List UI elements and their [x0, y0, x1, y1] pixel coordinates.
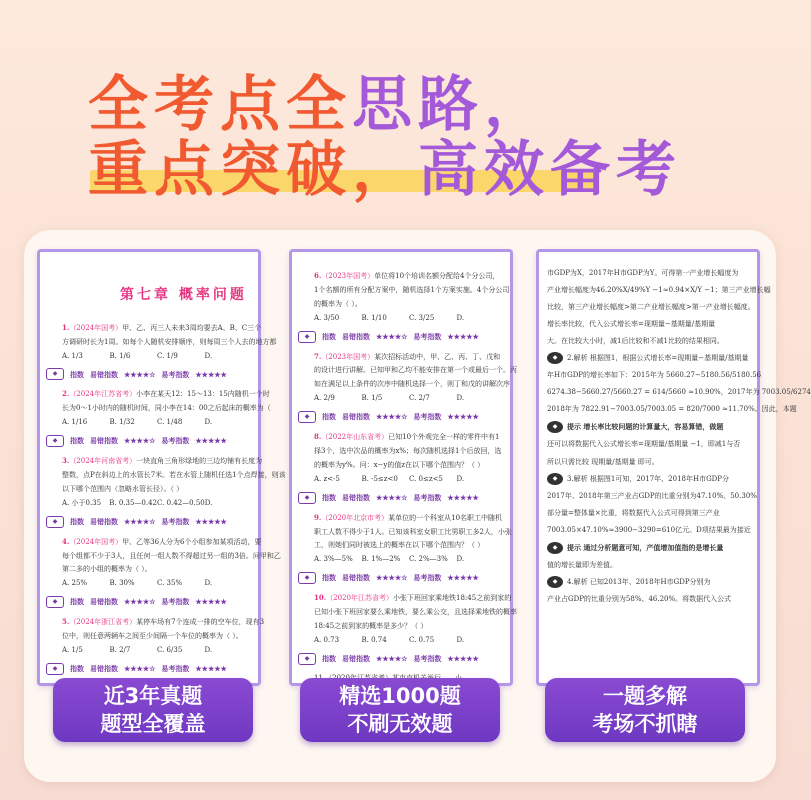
solution-line: 年H市GDP的增长率如下：2015年为 5660.27−5180.56/5180.56	[547, 371, 762, 380]
answer-option: D.	[456, 555, 465, 564]
headline-line-1	[88, 70, 550, 140]
solution-line: 部分量=整体量×比重，将数据代入公式可得到第三产业	[547, 508, 720, 517]
difficulty-rating	[298, 492, 504, 504]
answer-option: C. 0.75	[409, 635, 435, 644]
difficulty-rating	[298, 653, 504, 665]
answer-option: B. 0.35—0.42	[109, 498, 158, 507]
answer-option: A. z<-5	[314, 474, 340, 483]
answer-option: D.	[456, 394, 465, 403]
tag-line-2: 题型全覆盖	[100, 712, 206, 736]
answer-option: C. 2/7	[409, 394, 430, 403]
solution-line: 还可以将数据代入公式增长率=现期量/基期量 −1，即减1与否	[547, 440, 741, 449]
star-icons: ★★★★☆	[124, 436, 156, 446]
solution-text: 2.解析 根据图1，根据公式增长率=现期量−基期量/基期量	[567, 354, 749, 363]
tip-icon: ◆	[547, 421, 563, 433]
headline-line-2	[88, 135, 682, 205]
rating-label: 指数	[322, 492, 336, 502]
tag-line-1: 一题多解	[603, 684, 687, 708]
solution-line	[547, 472, 751, 487]
difficulty-rating	[298, 331, 504, 343]
analysis-icon: ◆	[547, 576, 563, 588]
sample-page-3	[537, 250, 811, 685]
question-text-line: 职工人数不得少于1人。已知该科室女职工比男职工多2人，小张	[314, 527, 512, 536]
rating-badge-icon: ◆	[298, 572, 316, 584]
question	[62, 388, 270, 401]
question-text-line: 的概率为（ ）。	[314, 299, 362, 308]
answer-options	[62, 417, 252, 429]
question-number: 10.	[314, 593, 327, 603]
solution-line: 增长率比较，代入公式增长率=现期量−基期量/基期量	[547, 320, 716, 329]
solution-line: 产业占GDP的比重分别为58%、46.20%。将数据代入公式	[547, 594, 732, 603]
answer-option: B. 0.74	[361, 635, 387, 644]
question-text-line: 第二多的小组的概率为（ ）。	[62, 565, 152, 574]
tip-icon: ◆	[547, 542, 563, 554]
answer-option: B. 2/7	[109, 646, 131, 655]
question-text-line: 以下哪个范围内（忽略水管长径）。（ ）	[62, 484, 184, 493]
star-icons: ★★★★☆	[376, 492, 408, 502]
rating-label: 易错指数	[342, 653, 370, 663]
rating-label: 易考指数	[161, 436, 190, 446]
difficulty-rating	[46, 516, 252, 528]
answer-option: C. 3/25	[409, 313, 435, 322]
answer-option: C. 2%—3%	[409, 555, 448, 564]
answer-options	[62, 351, 252, 363]
solution-line: 所以只需比较 现期量/基期量 即可。	[547, 457, 659, 466]
rating-label: 易考指数	[413, 492, 442, 502]
answer-option: B. 1/10	[361, 313, 387, 322]
rating-label: 易考指数	[161, 369, 190, 379]
star-icons: ★★★★☆	[376, 331, 408, 341]
rating-label: 易错指数	[90, 663, 118, 673]
question	[314, 592, 512, 605]
analysis-icon: ◆	[547, 473, 563, 485]
star-icons: ★★★★★	[195, 597, 227, 607]
star-icons: ★★★★★	[447, 573, 479, 583]
answer-option: B. 1%—2%	[361, 555, 401, 564]
answer-options	[314, 393, 504, 405]
answer-options	[62, 578, 252, 590]
question-text-line: 已知小张下班回家要么乘地铁，要么乘公交，且选择乘地铁的概率	[314, 608, 517, 617]
rating-label: 易考指数	[413, 573, 442, 583]
question-text: 单位将10个培训名额分配给4个分公司，	[374, 272, 500, 280]
answer-options	[62, 498, 252, 510]
rating-badge-icon: ◆	[298, 653, 316, 665]
rating-badge-icon: ◆	[298, 411, 316, 423]
question-text-line: 的设计进行讲解。已知甲和乙均不能安排在第一个或最后一个。丙	[314, 366, 517, 375]
star-icons: ★★★★☆	[376, 412, 408, 422]
question-text: 某停车场有7个连成一排的空车位，现有3	[136, 618, 265, 627]
question-number: 5.	[62, 617, 70, 627]
answer-option: A. 3%—5%	[314, 555, 353, 564]
question-number: 9.	[314, 512, 322, 522]
solution-line: 产业增长幅度为46.20%X/49%Y −1≈0.94×X/Y −1；第三产业增长幅	[547, 286, 771, 295]
question-source: （2024年国考）	[69, 323, 123, 332]
question-source: （2024年河南省考）	[69, 457, 137, 466]
difficulty-rating	[46, 435, 252, 447]
rating-label: 易错指数	[342, 412, 370, 422]
question-number: 8.	[314, 432, 322, 442]
question-text-line: 18:45之前到家的概率是多少？（ ）	[314, 622, 428, 631]
solution-line: 7003.05×47.10%≈3900−3290=610亿元。D项结果最为接近	[547, 525, 751, 534]
answer-option: D.	[456, 635, 465, 644]
solution-line: 2018年为 7822.91−7003.05/7003.05 = 820/7000 ≈11.70%。因此，本题	[547, 405, 797, 414]
star-icons: ★★★★☆	[124, 663, 156, 673]
question-source: （2024年浙江省考）	[69, 618, 137, 627]
star-icons: ★★★★☆	[124, 369, 156, 379]
tag-line-1: 精选1000题	[339, 684, 461, 708]
rating-label: 指数	[322, 573, 336, 583]
rating-badge-icon: ◆	[46, 516, 64, 528]
solution-line	[547, 419, 751, 435]
question-text: 某次招标活动中，甲、乙、丙、丁、戊和	[374, 352, 501, 361]
solution-text: 3.解析 根据图1可知，2017年、2018年H市GDP分	[567, 474, 730, 483]
rating-label: 易考指数	[161, 663, 190, 673]
question-number: 4.	[62, 536, 70, 546]
answer-option: D.	[204, 579, 213, 588]
question-number: 7.	[314, 351, 322, 361]
rating-label: 指数	[70, 597, 84, 607]
question	[62, 616, 265, 629]
answer-option: D.	[204, 418, 213, 427]
rating-label: 易错指数	[90, 369, 118, 379]
question-text: 已知10个外观完全一样的零件中有1	[388, 433, 500, 442]
star-icons: ★★★★★	[447, 492, 479, 502]
answer-option: C. 1/9	[157, 351, 178, 360]
solution-line	[547, 540, 751, 556]
answer-option: C. 0.42—0.50	[157, 498, 205, 507]
star-icons: ★★★★☆	[376, 573, 408, 583]
rating-badge-icon: ◆	[46, 596, 64, 608]
difficulty-rating	[298, 572, 504, 584]
solution-line: 值的增长量即为差值。	[547, 560, 617, 569]
question-source: （2024年江苏省考）	[69, 390, 137, 399]
tag-line-2: 不刷无效题	[347, 712, 453, 736]
answer-option: C. 6/35	[157, 646, 183, 655]
sample-page-2	[290, 250, 517, 685]
answer-option: C. 0≤z<5	[409, 474, 443, 483]
sample-page-1	[38, 250, 286, 685]
answer-option: A. 25%	[62, 579, 88, 588]
analysis-icon: ◆	[547, 352, 563, 364]
rating-badge-icon: ◆	[46, 368, 64, 380]
rating-label: 易考指数	[161, 516, 190, 526]
question-source: （2023年国考）	[321, 272, 375, 280]
question	[314, 270, 504, 283]
feature-tag-recent-exams	[53, 678, 253, 742]
rating-label: 指数	[70, 663, 84, 673]
answer-options	[314, 313, 504, 325]
question-text-line: 每个组都不少于3人，且任何一组人数不得超过另一组的3倍。问甲和乙	[62, 551, 281, 560]
question	[314, 431, 504, 444]
answer-option: C. 35%	[157, 579, 183, 588]
rating-label: 易考指数	[161, 597, 190, 607]
solution-line: 比较，第三产业增长幅度>第二产业增长幅度>第一产业增长幅度。	[547, 303, 755, 312]
rating-label: 指数	[322, 412, 336, 422]
answer-option: A. 0.73	[314, 635, 340, 644]
question-source: （2020年北京市考）	[321, 513, 389, 522]
headline-part-orange: 全考点全	[88, 70, 352, 140]
question-source: （2024年国考）	[69, 537, 123, 546]
star-icons: ★★★★★	[195, 369, 227, 379]
question	[314, 512, 504, 525]
rating-label: 易考指数	[413, 653, 442, 663]
question-text-line: 1个名额的所有分配方案中，随机选择1个方案实施。4个分公司	[314, 285, 510, 294]
rating-label: 易错指数	[90, 597, 118, 607]
answer-options	[314, 554, 504, 566]
answer-option: B. 1/32	[109, 418, 135, 427]
answer-option: D.	[456, 474, 465, 483]
solution-line: 6274.38−5660.27/5660.27 = 614/5660 ≈10.90%，2017年为 7003.05/6274	[547, 388, 811, 397]
question-text: 一块直角三角形绿地的三边均铺有长度为	[136, 457, 263, 466]
question-text: 甲、乙、丙三人未来3周均要去A、B、C三个	[122, 323, 262, 332]
question-text: 甲、乙等36人分为6个小组参加某项活动，要	[122, 537, 262, 546]
rating-label: 易错指数	[342, 573, 370, 583]
question-text: 小张下班回家乘地铁18:45之前到家的	[393, 594, 512, 603]
answer-option: B. 1/5	[361, 394, 383, 403]
question-number: 2.	[62, 389, 70, 399]
question-text-line: 择3个，选中次品的概率为x%；每次随机选择1个后放回，选	[314, 447, 502, 456]
difficulty-rating	[298, 411, 504, 423]
rating-badge-icon: ◆	[298, 492, 316, 504]
answer-option: A. 1/3	[62, 351, 83, 360]
answer-options	[314, 474, 504, 486]
feature-tag-multiple-solutions	[545, 678, 745, 742]
headline-part-purple: 高效备考	[418, 135, 682, 205]
rating-badge-icon: ◆	[298, 331, 316, 343]
chapter-title: 第七章 概率问题	[120, 287, 247, 303]
rating-label: 指数	[70, 436, 84, 446]
question-source: （2020年江苏省考）	[326, 594, 394, 603]
question-source: （2022年山东省考）	[321, 433, 389, 442]
answer-option: B. -5≤z<0	[361, 474, 398, 483]
answer-option: A. 1/5	[62, 646, 83, 655]
rating-label: 指数	[322, 331, 336, 341]
star-icons: ★★★★★	[195, 436, 227, 446]
question-text-line: 工，则她们同时被选上的概率在以下哪个范围内？（ ）	[314, 541, 485, 550]
question	[62, 322, 262, 335]
question-number: 1.	[62, 322, 70, 332]
question-text-line: 如在满足以上条件的次序中随机选择一个，则丁和戊的讲解次序	[314, 380, 510, 389]
answer-option: A. 1/16	[62, 418, 88, 427]
feature-tag-selected-questions	[300, 678, 500, 742]
rating-label: 易错指数	[342, 492, 370, 502]
answer-option: A. 2/9	[314, 394, 335, 403]
rating-label: 易错指数	[90, 516, 118, 526]
answer-option: A. 小于0.35	[62, 498, 102, 507]
star-icons: ★★★★★	[447, 331, 479, 341]
answer-option: D.	[456, 313, 465, 322]
answer-option: A. 3/50	[314, 313, 340, 322]
question	[314, 351, 504, 364]
question-text: 某单位的一个科室从10名职工中随机	[388, 513, 503, 522]
rating-badge-icon: ◆	[46, 435, 64, 447]
solution-line	[547, 351, 751, 366]
rating-label: 易考指数	[413, 412, 442, 422]
question-text-line: 方调研时长为1周。如每个人随机安排顺序，则每周三个人去的地方都	[62, 337, 277, 346]
question-number: 6.	[314, 271, 322, 280]
rating-label: 易考指数	[413, 331, 442, 341]
rating-label: 易错指数	[90, 436, 118, 446]
star-icons: ★★★★★	[195, 516, 227, 526]
solution-line: 市GDP为X，2017年H市GDP为Y。可得第一产业增长幅度为	[547, 269, 739, 277]
question-text-line: 位中，则任意两辆车之间至少间隔一个车位的概率为（ ）。	[62, 632, 243, 641]
answer-option: D.	[204, 646, 213, 655]
difficulty-rating	[46, 368, 252, 380]
answer-option: B. 30%	[109, 579, 135, 588]
difficulty-rating	[46, 596, 252, 608]
rating-badge-icon: ◆	[46, 663, 64, 675]
answer-options	[62, 645, 252, 657]
rating-label: 指数	[70, 516, 84, 526]
question-text-line: 的概率为y%。问：x−y的值z在以下哪个范围内？（ ）	[314, 460, 485, 469]
answer-option: B. 1/6	[109, 351, 131, 360]
question	[62, 536, 262, 549]
rating-label: 指数	[70, 369, 84, 379]
answer-option: C. 1/48	[157, 418, 183, 427]
star-icons: ★★★★☆	[376, 653, 408, 663]
question-number: 3.	[62, 456, 70, 466]
headline-part-purple: 思路，	[352, 70, 550, 140]
star-icons: ★★★★☆	[124, 597, 156, 607]
answer-option: D.	[204, 351, 213, 360]
star-icons: ★★★★☆	[124, 516, 156, 526]
answer-options	[314, 635, 504, 647]
question	[62, 455, 263, 468]
rating-label: 指数	[322, 653, 336, 663]
star-icons: ★★★★★	[447, 412, 479, 422]
answer-option: D.	[204, 498, 213, 507]
headline-part-orange: 重点突破，	[88, 135, 418, 205]
solution-line	[547, 575, 751, 590]
star-icons: ★★★★★	[447, 653, 479, 663]
tag-line-1: 近3年真题	[103, 684, 203, 708]
question-source: （2023年国考）	[321, 352, 375, 361]
question-text-line: 长为0～1小时内的随机时间，同小李在14：00之后起床的概率为（	[62, 404, 271, 413]
star-icons: ★★★★★	[195, 663, 227, 673]
solution-text: 提示 通过分析题意可知，产值增加值指的是增长量	[567, 542, 724, 552]
solution-text: 提示 增长率比较问题的计算量大，容易算错，做题	[567, 422, 724, 432]
solution-line: 2017年、2018年第三产业占GDP的比重分别为47.10%、50.30%	[547, 491, 757, 500]
solution-line: 大。在比较大小时，减1后比较和不减1比较的结果相同。	[547, 337, 724, 346]
tag-line-2: 考场不抓瞎	[592, 712, 698, 736]
solution-text: 4.解析 已知2013年、2018年H市GDP分别为	[567, 577, 711, 586]
question-text: 小李在某天12：15～13：15内随机一个时	[136, 390, 270, 399]
rating-label: 易错指数	[342, 331, 370, 341]
question-text-line: 整数，点P在斜边上的水管长7米。若在水管上随机任选1个点焊接，则该	[62, 471, 286, 480]
difficulty-rating	[46, 663, 252, 675]
